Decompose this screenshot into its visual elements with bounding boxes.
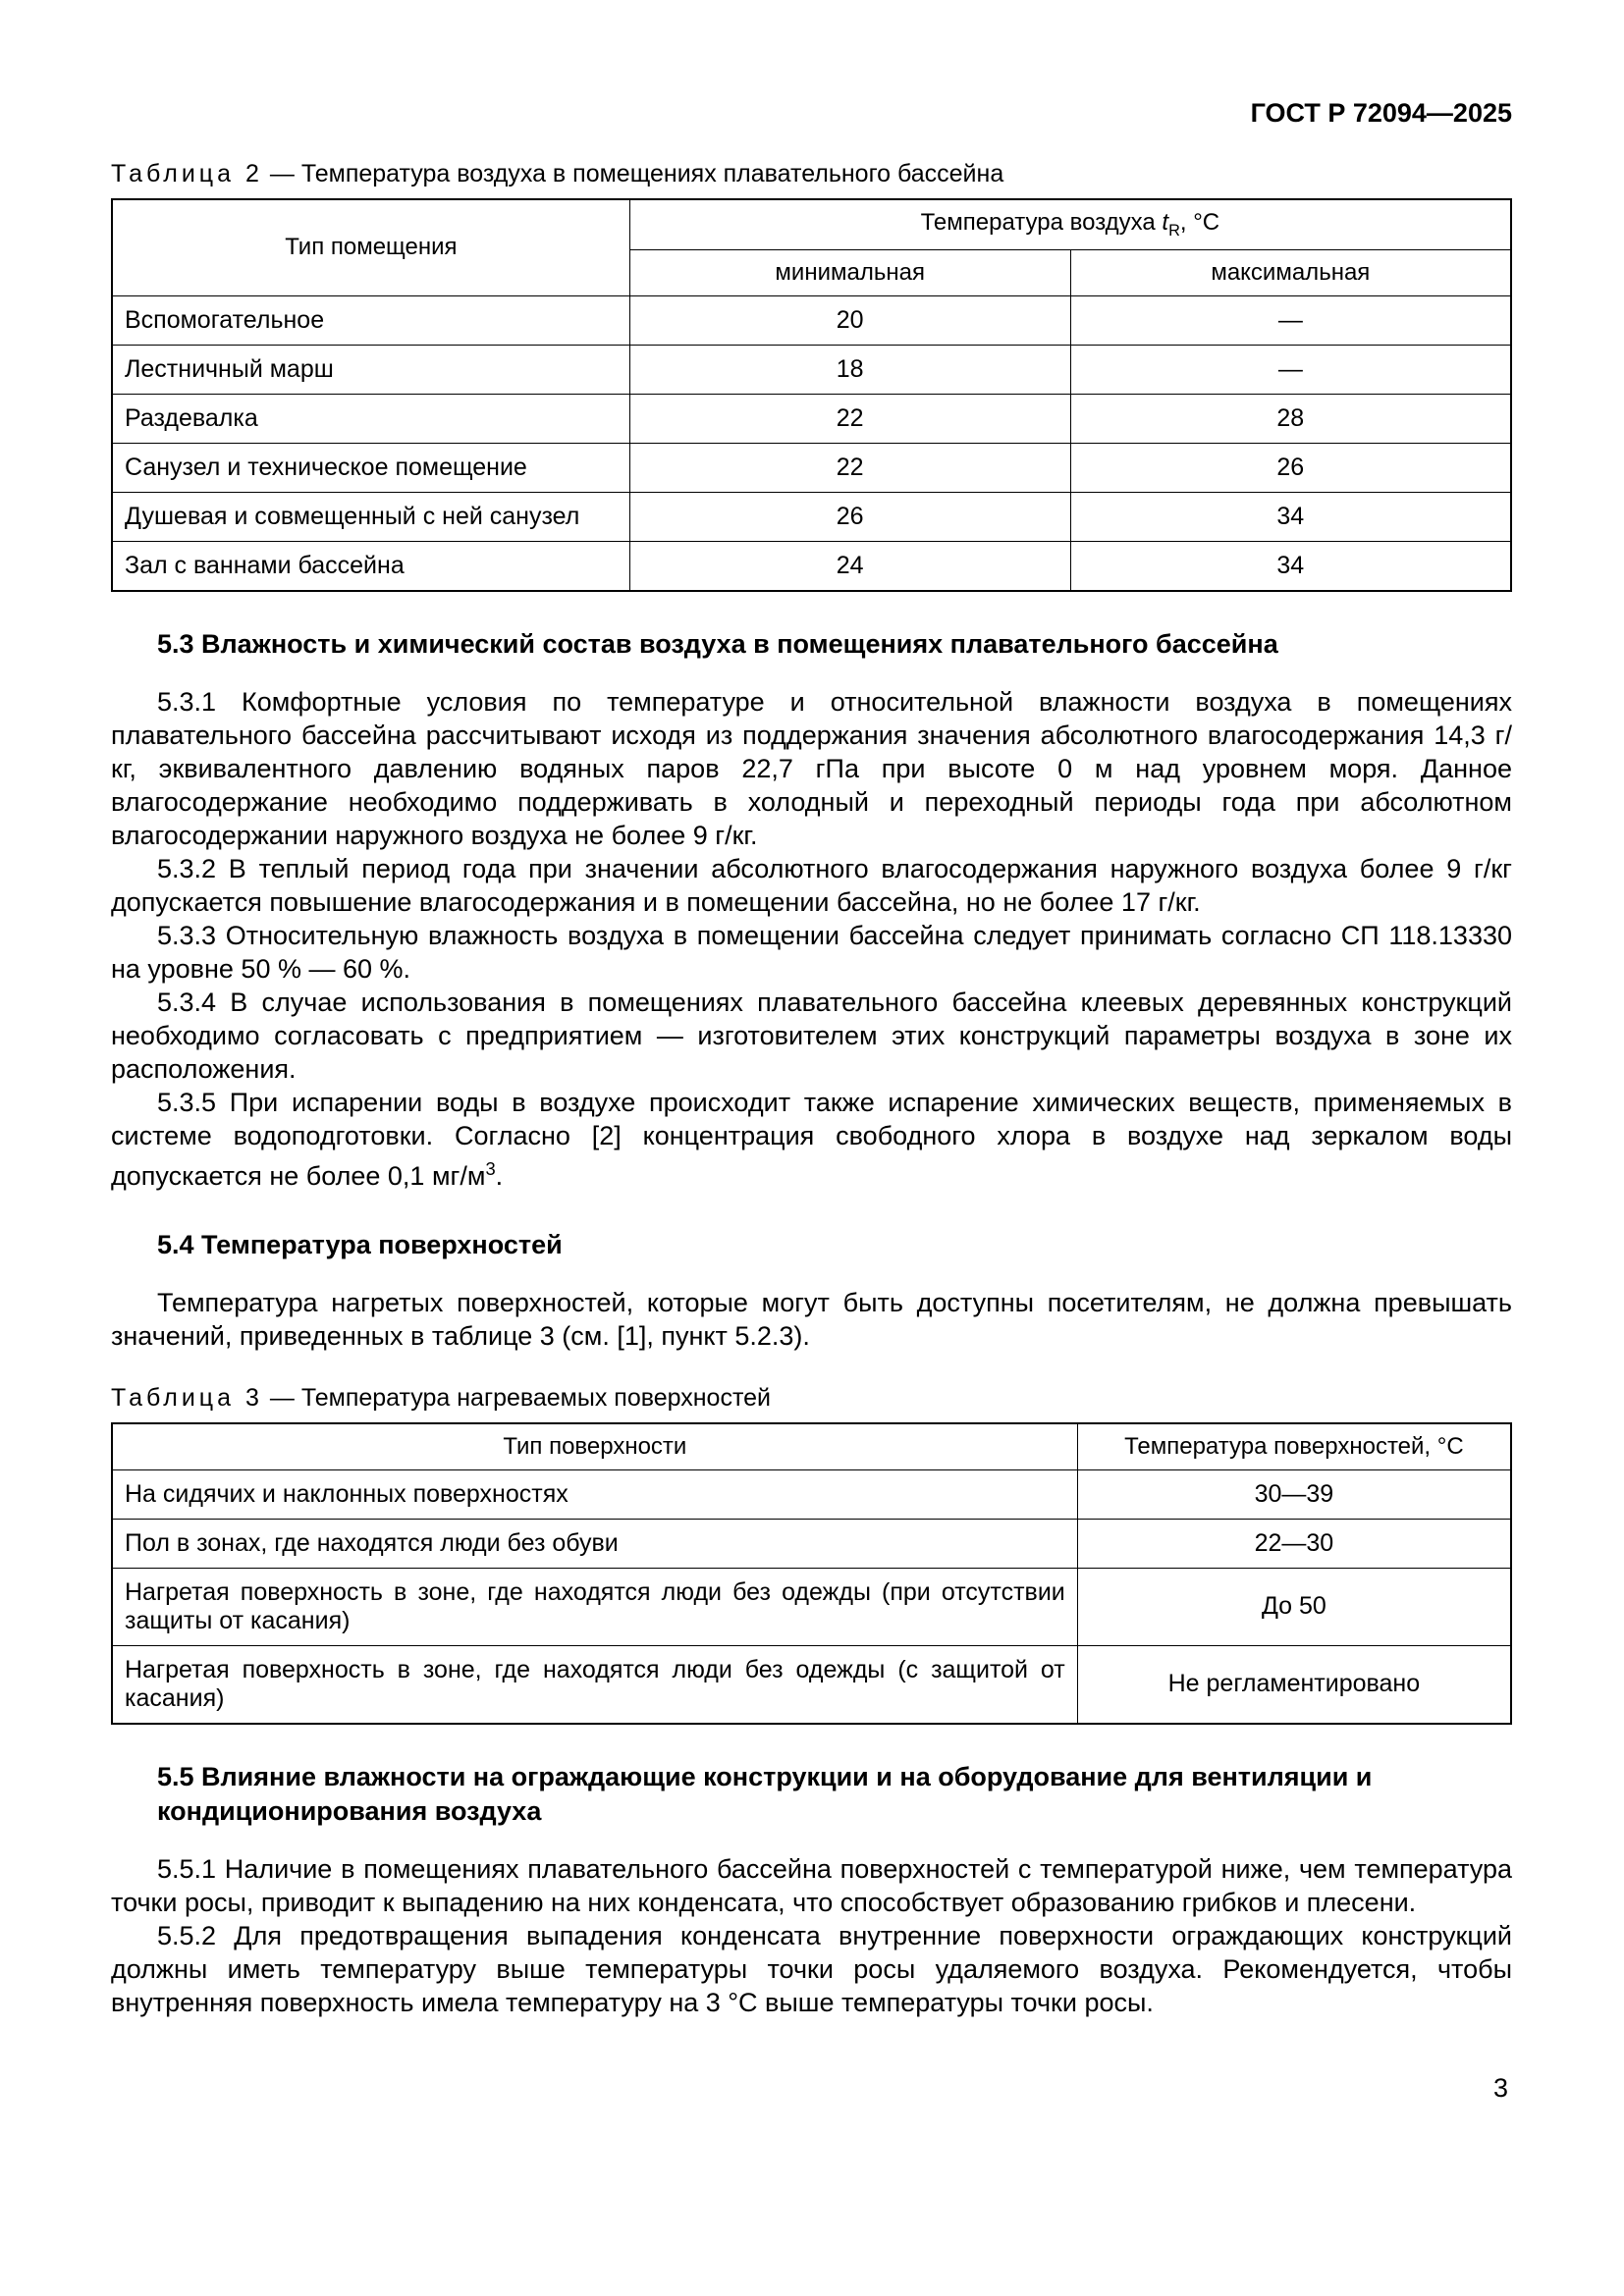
table2-subheader-min: минимальная: [629, 249, 1070, 295]
table-row: [112, 443, 1511, 492]
table-row: [112, 1568, 1511, 1645]
paragraph-5-5-2: 5.5.2 Для предотвращения выпадения конденсата внутренние поверхности ограждающих конструкций должны иметь температуру выше температуры точки росы удаляемого воздуха. Рекомендуется, чтобы внутренняя поверхность имела температуру на 3 °С выше температуры точки росы.: [111, 1920, 1512, 2017]
table2-caption-dash: —: [269, 160, 295, 187]
table2-min-cell: 22: [629, 394, 1070, 443]
table3-value-cell: 22—30: [1077, 1519, 1511, 1568]
table2-max-cell: 34: [1070, 492, 1511, 541]
table3-value-cell: 30—39: [1077, 1469, 1511, 1519]
doc-code: ГОСТ Р 72094—2025: [1250, 98, 1512, 128]
table2-temp-header: [629, 199, 1511, 249]
table-row: [112, 1469, 1511, 1519]
table2-room-cell: Зал с ваннами бассейна: [112, 541, 629, 591]
paragraph-5-4: Температура нагретых поверхностей, которые могут быть доступны посетителям, не должна превышать значений, приведенных в таблице 3 (см. [1], пункт 5.2.3).: [111, 1287, 1512, 1351]
paragraph-5-3-2: 5.3.2 В теплый период года при значении абсолютного влагосодержания наружного воздуха более 9 г/кг допускается повышение влагосодержания и в помещении бассейна, но не более 17 г/кг.: [111, 853, 1512, 917]
table3-caption-dash: —: [269, 1383, 295, 1412]
table-row: [112, 1645, 1511, 1724]
table2-room-cell: Лестничный марш: [112, 345, 629, 394]
table3-caption-text: Температура нагреваемых поверхностей: [300, 1383, 771, 1412]
table3-value-cell: До 50: [1077, 1568, 1511, 1645]
table2-min-cell: 22: [629, 443, 1070, 492]
section-5-5-title: 5.5 Влияние влажности на ограждающие конструкции и на оборудование для вентиляции и кондиционирования воздуха: [157, 1761, 1373, 1826]
paragraph-5-3-1: 5.3.1 Комфортные условия по температуре и относительной влажности воздуха в помещениях плавательного бассейна рассчитывают исходя из поддержания значения абсолютного влагосодержания 14,3 г/кг, эквивалентного давлению водяных паров 22,7 гПа при высоте 0 м над уровнем моря. Данное влагосодержание необходимо поддерживать в холодный и переходный периоды года при абсолютном влагосодержании наружного воздуха не более 9 г/кг.: [111, 686, 1512, 850]
table2-temp-header-sub: R: [1168, 221, 1180, 240]
table3-surface-cell: Нагретая поверхность в зоне, где находятся люди без одежды (при отсутствии защиты от касания): [112, 1568, 1077, 1645]
paragraph-5-3-5: [111, 1086, 1512, 1193]
table2-max-cell: 28: [1070, 394, 1511, 443]
section-5-3-title: 5.3 Влажность и химический состав воздуха в помещениях плавательного бассейна: [157, 628, 1278, 659]
table2-caption-text: Температура воздуха в помещениях плавательного бассейна: [300, 160, 1004, 187]
table3-value-cell: Не регламентировано: [1077, 1645, 1511, 1724]
table3-header-row: [112, 1423, 1511, 1470]
table2-room-cell: Душевая и совмещенный с ней санузел: [112, 492, 629, 541]
table-row: [112, 492, 1511, 541]
table3-col1-header: Тип поверхности: [112, 1423, 1077, 1470]
paragraph-5-3-5-period: .: [495, 1160, 504, 1191]
table2-temp-header-suffix: , °С: [1179, 209, 1220, 236]
table3-surface-cell: Пол в зонах, где находятся люди без обуви: [112, 1519, 1077, 1568]
table2-caption: [111, 160, 1512, 188]
section-5-4-title: 5.4 Температура поверхностей: [157, 1229, 563, 1259]
paragraph-5-3-3: 5.3.3 Относительную влажность воздуха в помещении бассейна следует принимать согласно СП 118.13330 на уровне 50 % — 60 %.: [111, 920, 1512, 984]
table2-subheader-max: максимальная: [1070, 249, 1511, 295]
table2-min-cell: 20: [629, 295, 1070, 345]
table2-col1-header: Тип помещения: [112, 199, 629, 295]
table-row: [112, 1519, 1511, 1568]
table2-room-cell: Санузел и техническое помещение: [112, 443, 629, 492]
table3-col2-header: Температура поверхностей, °С: [1077, 1423, 1511, 1470]
paragraph-5-3-5-text: 5.3.5 При испарении воды в воздухе происходит также испарение химических веществ, применяемых в системе водоподготовки. Согласно [2] концентрация свободного хлора в воздухе над зеркалом воды допускается не более 0,1 мг/м: [111, 1087, 1512, 1191]
table2-min-cell: 26: [629, 492, 1070, 541]
table3-surface-cell: Нагретая поверхность в зоне, где находятся люди без одежды (с защитой от касания): [112, 1645, 1077, 1724]
table2-min-cell: 24: [629, 541, 1070, 591]
table-row: [112, 295, 1511, 345]
page-number: 3: [1492, 2073, 1508, 2103]
table-row: [112, 541, 1511, 591]
paragraph-5-3-4: 5.3.4 В случае использования в помещениях плавательного бассейна клеевых деревянных конструкций необходимо согласовать с предприятием — изготовителем этих конструкций параметры воздуха в зоне их расположения.: [111, 987, 1512, 1084]
table2-header-row: [112, 199, 1511, 249]
table3-caption-label: Таблица 3: [111, 1383, 263, 1412]
table-row: [112, 394, 1511, 443]
table3-caption: [111, 1384, 1512, 1413]
table2: [111, 198, 1512, 592]
table2-caption-label: Таблица 2: [111, 160, 263, 187]
table2-temp-header-symbol: t: [1162, 209, 1169, 236]
table2-min-cell: 18: [629, 345, 1070, 394]
table2-max-cell: —: [1070, 295, 1511, 345]
table2-room-cell: Вспомогательное: [112, 295, 629, 345]
table2-max-cell: 26: [1070, 443, 1511, 492]
table2-room-cell: Раздевалка: [112, 394, 629, 443]
table3-surface-cell: На сидячих и наклонных поверхностях: [112, 1469, 1077, 1519]
table3: [111, 1422, 1512, 1725]
table2-max-cell: 34: [1070, 541, 1511, 591]
table2-max-cell: —: [1070, 345, 1511, 394]
table2-temp-header-prefix: Температура воздуха: [920, 209, 1163, 236]
table-row: [112, 345, 1511, 394]
paragraph-5-3-5-superscript: 3: [485, 1157, 496, 1179]
paragraph-5-5-1: 5.5.1 Наличие в помещениях плавательного бассейна поверхностей с температурой ниже, чем температура точки росы, приводит к выпадению на них конденсата, что способствует образованию грибков и плесени.: [111, 1853, 1512, 1917]
